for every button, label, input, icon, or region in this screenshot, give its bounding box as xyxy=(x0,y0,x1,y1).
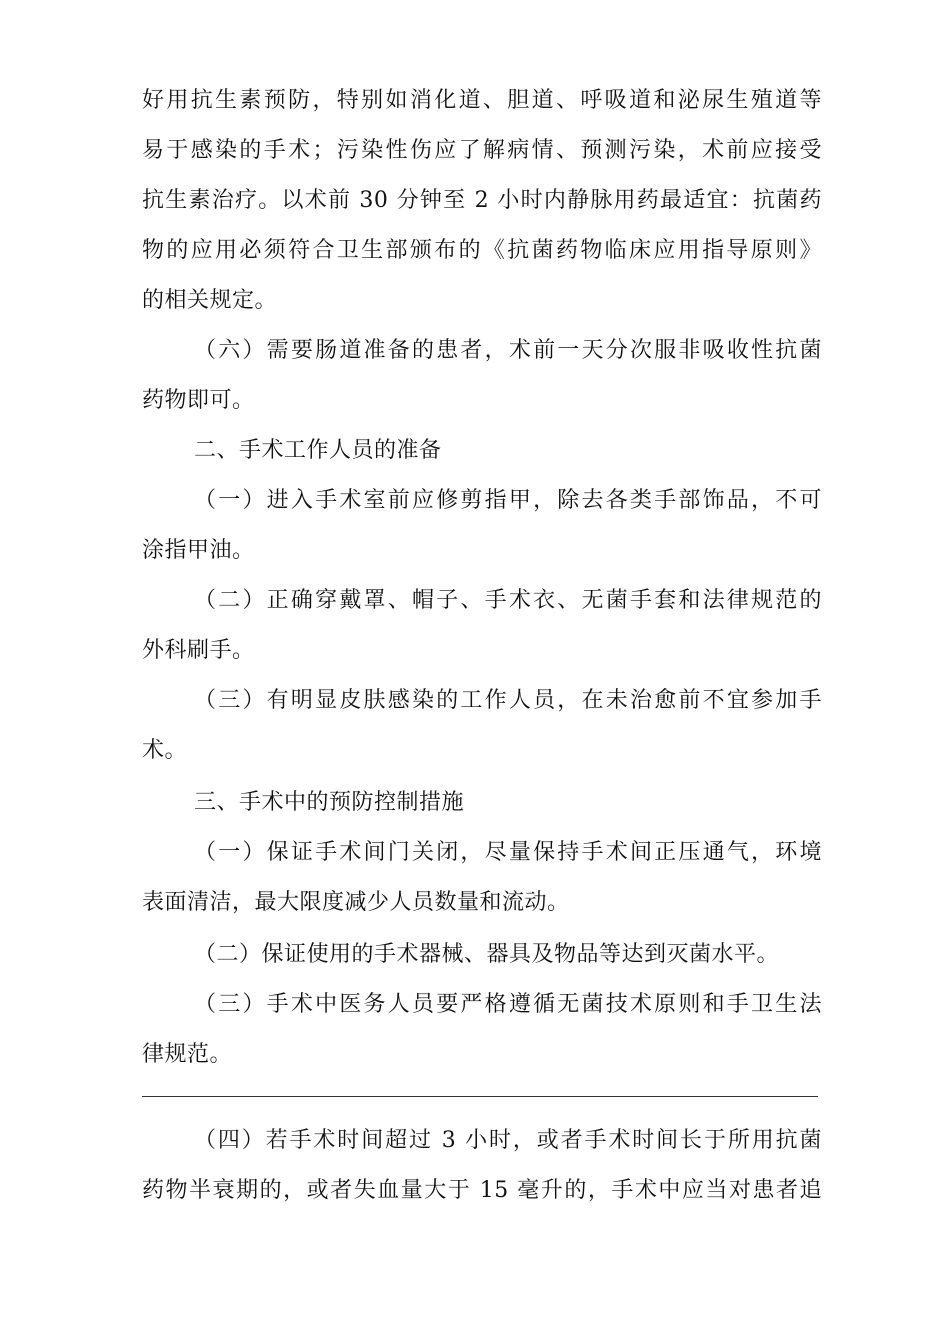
section-heading: 二、手术工作人员的准备 xyxy=(194,438,442,463)
page-divider xyxy=(142,1096,818,1097)
paragraph-line: 涂指甲油。 xyxy=(142,538,255,563)
paragraph-line: 抗生素治疗。以术前 30 分钟至 2 小时内静脉用药最适宜：抗菌药 xyxy=(142,188,822,213)
paragraph-line: 律规范。 xyxy=(142,1042,233,1067)
paragraph-line: （六）需要肠道准备的患者，术前一天分次服非吸收性抗菌 xyxy=(194,338,822,363)
paragraph-line: 好用抗生素预防，特别如消化道、胆道、呼吸道和泌尿生殖道等 xyxy=(142,88,822,113)
paragraph-line: （三）有明显皮肤感染的工作人员，在未治愈前不宜参加手 xyxy=(194,688,822,713)
paragraph-line: 的相关规定。 xyxy=(142,288,278,313)
paragraph-line: 物的应用必须符合卫生部颁布的《抗菌药物临床应用指导原则》 xyxy=(142,238,822,263)
paragraph-line: （一）进入手术室前应修剪指甲，除去各类手部饰品，不可 xyxy=(194,488,822,513)
paragraph-line: （四）若手术时间超过 3 小时，或者手术时间长于所用抗菌 xyxy=(194,1128,822,1153)
paragraph-line: （三）手术中医务人员要严格遵循无菌技术原则和手卫生法 xyxy=(194,992,822,1017)
paragraph-line: （二）保证使用的手术器械、器具及物品等达到灭菌水平。 xyxy=(194,942,780,967)
paragraph-line: 药物即可。 xyxy=(142,388,255,413)
paragraph-line: （二）正确穿戴罩、帽子、手术衣、无菌手套和法律规范的 xyxy=(194,588,822,613)
paragraph-line: 药物半衰期的，或者失血量大于 15 毫升的，手术中应当对患者追 xyxy=(142,1178,822,1203)
paragraph-line: 外科刷手。 xyxy=(142,638,255,663)
paragraph-line: （一）保证手术间门关闭，尽量保持手术间正压通气，环境 xyxy=(194,840,822,865)
paragraph-line: 易于感染的手术；污染性伤应了解病情、预测污染，术前应接受 xyxy=(142,138,822,163)
section-heading: 三、手术中的预防控制措施 xyxy=(194,790,465,815)
paragraph-line: 术。 xyxy=(142,738,188,763)
paragraph-line: 表面清洁，最大限度减少人员数量和流动。 xyxy=(142,890,570,915)
